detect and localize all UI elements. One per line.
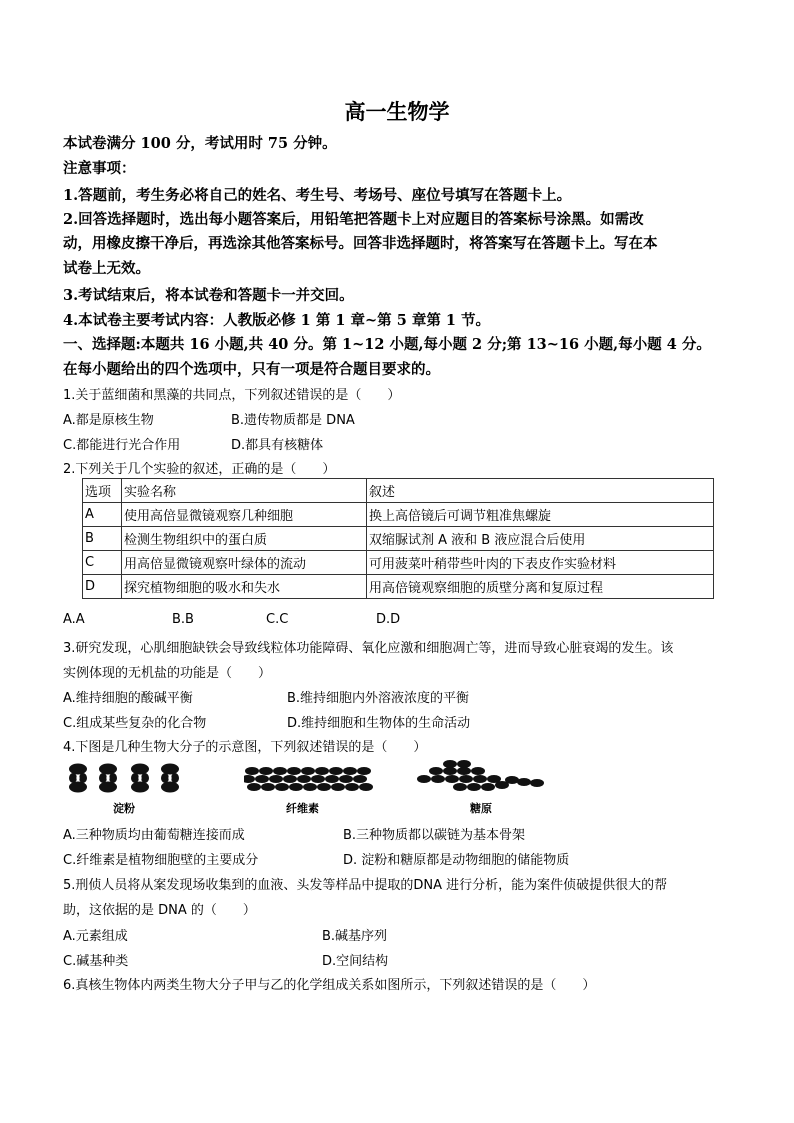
fig-label-starch: 淀粉 xyxy=(113,802,135,815)
notice-2-line-2: 动，用橡皮擦干净后，再选涂其他答案标号。回答非选择题时，将答案写在答题卡上。写在本 xyxy=(63,235,658,252)
notice-2-line-1: 2.回答选择题时，选出每小题答案后，用铅笔把答题卡上对应题目的答案标号涂黑。如需改 xyxy=(63,211,644,228)
q2-option-c: C.C xyxy=(266,612,289,627)
q5-option-b: B.碱基序列 xyxy=(322,929,388,944)
section-1-line-2: 在每小题给出的四个选项中，只有一项是符合题目要求的。 xyxy=(63,361,440,378)
fig-label-glycogen: 糖原 xyxy=(470,802,492,815)
table-header-row xyxy=(83,479,714,503)
glycogen-diagram xyxy=(416,758,552,796)
notice-4: 4.本试卷主要考试内容：人教版必修 1 第 1 章~第 5 章第 1 节。 xyxy=(63,312,491,329)
q1-option-b: B.遗传物质都是 DNA xyxy=(231,413,355,428)
notice-3: 3.考试结束后，将本试卷和答题卡一并交回。 xyxy=(63,287,354,304)
q1-option-d: D.都具有核糖体 xyxy=(231,438,324,453)
q4-option-a: A.三种物质均由葡萄糖连接而成 xyxy=(63,828,245,843)
q4-option-b: B.三种物质都以碳链为基本骨架 xyxy=(343,828,526,843)
q5-stem-line-1: 5.刑侦人员将从案发现场收集到的血液、头发等样品中提取的DNA 进行分析，能为案件侦破提供很大的帮 xyxy=(63,878,668,893)
notice-2-line-3: 试卷上无效。 xyxy=(63,260,150,277)
q1-option-c: C.都能进行光合作用 xyxy=(63,438,181,453)
q3-option-d: D.维持细胞和生物体的生命活动 xyxy=(287,716,471,731)
table-cell: 双缩脲试剂 A 液和 B 液应混合后使用 xyxy=(367,527,714,551)
q4-stem: 4.下图是几种生物大分子的示意图，下列叙述错误的是（ ） xyxy=(63,740,427,755)
table-cell: 换上高倍镜后可调节粗准焦螺旋 xyxy=(367,503,714,527)
q5-option-a: A.元素组成 xyxy=(63,929,128,944)
q5-option-d: D.空间结构 xyxy=(322,954,389,969)
table-row xyxy=(83,503,714,527)
table-header-cell: 选项 xyxy=(83,479,122,503)
table-cell: A xyxy=(83,503,122,527)
q4-option-c: C.纤维素是植物细胞壁的主要成分 xyxy=(63,853,259,868)
experiment-table xyxy=(82,478,714,599)
q5-option-c: C.碱基种类 xyxy=(63,954,129,969)
table-cell: 探究植物细胞的吸水和失水 xyxy=(122,575,367,599)
cellulose-diagram xyxy=(244,763,374,795)
table-header-cell: 叙述 xyxy=(367,479,714,503)
notice-1: 1.答题前，考生务必将自己的姓名、考生号、考场号、座位号填写在答题卡上。 xyxy=(63,187,572,204)
fig-label-cellulose: 纤维素 xyxy=(286,802,319,815)
table-cell: 用高倍镜观察细胞的质壁分离和复原过程 xyxy=(367,575,714,599)
table-header-cell: 实验名称 xyxy=(122,479,367,503)
q3-stem-line-1: 3.研究发现，心肌细胞缺铁会导致线粒体功能障碍、氧化应激和细胞凋亡等，进而导致心脏衰竭的发生。该 xyxy=(63,641,674,656)
q3-option-c: C.组成某些复杂的化合物 xyxy=(63,716,207,731)
q3-option-a: A.维持细胞的酸碱平衡 xyxy=(63,691,193,706)
section-1-line-1: 一、选择题:本题共 16 小题,共 40 分。第 1~12 小题,每小题 2 分;第 13~16 小题,每小题 4 分。 xyxy=(63,336,711,353)
table-cell: 可用菠菜叶稍带些叶肉的下表皮作实验材料 xyxy=(367,551,714,575)
table-row xyxy=(83,527,714,551)
q3-stem-line-2: 实例体现的无机盐的功能是（ ） xyxy=(63,666,272,681)
q4-option-d: D. 淀粉和糖原都是动物细胞的储能物质 xyxy=(343,853,570,868)
table-row xyxy=(83,551,714,575)
table-cell: C xyxy=(83,551,122,575)
page-title: 高一生物学 xyxy=(344,99,450,124)
table-cell: 使用高倍显微镜观察几种细胞 xyxy=(122,503,367,527)
table-cell: B xyxy=(83,527,122,551)
table-row xyxy=(83,575,714,599)
q5-stem-line-2: 助，这依据的是 DNA 的（ ） xyxy=(63,903,256,918)
q2-option-a: A.A xyxy=(63,612,85,627)
q6-stem: 6.真核生物体内两类生物大分子甲与乙的化学组成关系如图所示，下列叙述错误的是（ ） xyxy=(63,978,596,993)
q2-stem: 2.下列关于几个实验的叙述，正确的是（ ） xyxy=(63,462,336,477)
q1-stem: 1.关于蓝细菌和黑藻的共同点，下列叙述错误的是（ ） xyxy=(63,388,401,403)
starch-diagram xyxy=(66,760,186,796)
q1-option-a: A.都是原核生物 xyxy=(63,413,154,428)
table-cell: 用高倍显微镜观察叶绿体的流动 xyxy=(122,551,367,575)
q2-option-b: B.B xyxy=(172,612,194,627)
table-cell: D xyxy=(83,575,122,599)
score-line: 本试卷满分 100 分，考试用时 75 分钟。 xyxy=(63,135,337,152)
q3-option-b: B.维持细胞内外溶液浓度的平衡 xyxy=(287,691,470,706)
notice-heading: 注意事项： xyxy=(63,160,136,177)
table-cell: 检测生物组织中的蛋白质 xyxy=(122,527,367,551)
q2-option-d: D.D xyxy=(376,612,401,627)
